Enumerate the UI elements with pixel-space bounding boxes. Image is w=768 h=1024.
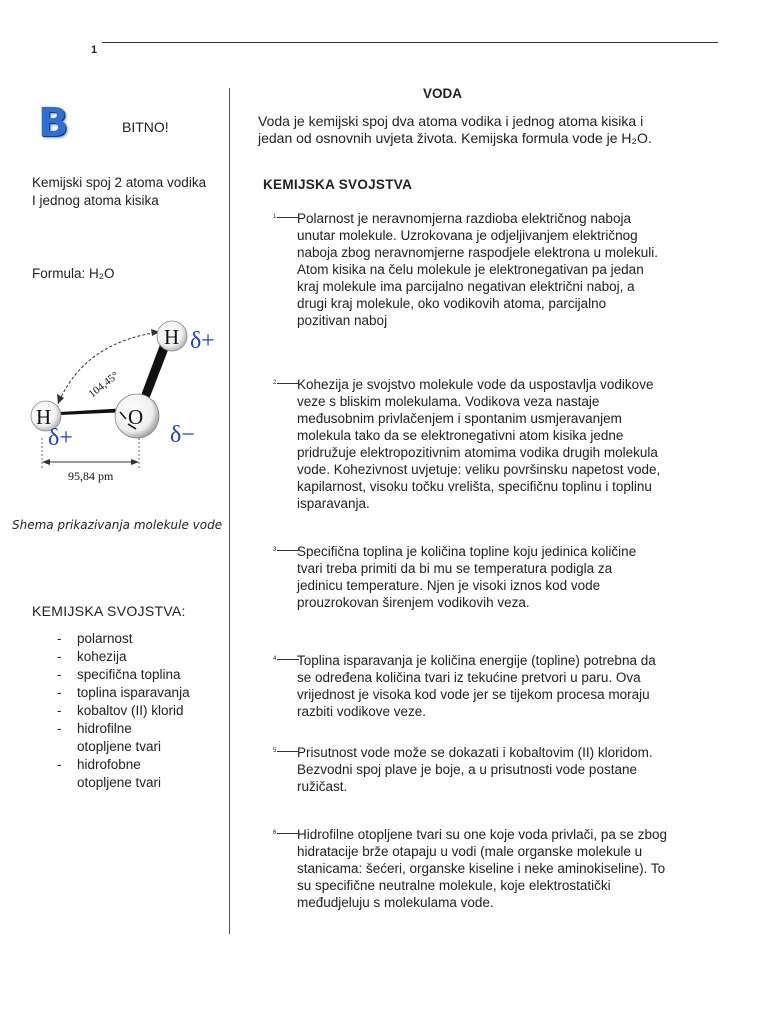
property-item-toplina-isparavanja xyxy=(273,652,693,720)
item-marker: 3 xyxy=(273,547,277,553)
item-text: Toplina isparavanja je količina energije (topline) potrebna da se određena količina tvari iz tekućine pretvori u paru. Ova vrijednost je visoka kod vode jer se tijekom procesa moraju razbiti vodikove veze. xyxy=(297,653,656,719)
diagram-caption: Shema prikazivanja molekule vode xyxy=(12,518,223,532)
property-item-kohezija xyxy=(273,376,693,512)
dimension-arrow-right xyxy=(131,459,139,465)
item-text: Specifična toplina je količina topline koju jedinica količine tvari treba primiti da bi mu se temperatura podigla za jedinicu temperature. Njen je visoki iznos kod vode prouzrokovan širenjem vodikovih veza. xyxy=(297,544,637,610)
atom-label-h-left: H xyxy=(36,405,52,429)
list-item: - specifična toplina xyxy=(57,666,247,684)
arc-arrow-left xyxy=(57,394,64,404)
item-marker: 4 xyxy=(273,656,277,662)
intro-paragraph: Voda je kemijski spoj dva atoma vodika i jednog atoma kisika i jedan od osnovnih uvjeta života. Kemijska formula vode je H₂O. xyxy=(258,113,652,146)
property-item-hidrofilne xyxy=(273,826,693,911)
item-text: Polarnost je neravnomjerna razdioba električnog naboja unutar molekule. Uzrokovana je odjeljivanjem električnog naboja zbog neravnomjerne raspodjele elektrona u molekuli. Atom kisika na čelu molekule je elektronegativan pa jedan kraj molekule ima parcijalno negativan električni naboj, a drugi kraj molekule, oko vodikovih atoma, parcijalno pozitivan naboj xyxy=(297,211,658,328)
item-leader-line xyxy=(277,383,299,384)
list-item: - hidrofilne otopljene tvari xyxy=(57,720,167,756)
list-item: - kohezija xyxy=(57,648,247,666)
item-leader-line xyxy=(277,659,299,660)
item-leader-line xyxy=(277,833,299,834)
properties-heading: KEMIJSKA SVOJSTVA: xyxy=(32,603,186,619)
list-item: - hidrofobne otopljene tvari xyxy=(57,756,197,792)
bitno-label: BITNO! xyxy=(122,119,169,135)
atom-label-o: O xyxy=(128,405,144,429)
badge-letter: B xyxy=(38,100,69,146)
item-marker: 2 xyxy=(273,380,277,386)
dimension-arrow-left xyxy=(42,459,50,465)
item-leader-line xyxy=(277,751,299,752)
charge-h-top: δ+ xyxy=(190,328,215,354)
item-text: Hidrofilne otopljene tvari su one koje voda privlači, pa se zbog hidratacije brže otapaju u vodi (male organske molekule u stanicama: šećeri, organske kiseline i neke aminokiseline). To su specifične neutralne molekule, koje elektrostatički međudjeluju s molekulama vode. xyxy=(297,827,667,910)
column-divider xyxy=(229,88,230,934)
list-item: - kobaltov (II) klorid xyxy=(57,702,247,720)
property-item-kobaltov-klorid xyxy=(273,744,693,795)
bond-length-label: 95,84 pm xyxy=(68,469,114,483)
item-marker: 6 xyxy=(273,830,277,836)
property-item-polarnost xyxy=(273,210,693,329)
angle-label: 104,45° xyxy=(86,369,122,401)
section-heading: KEMIJSKA SVOJSTVA xyxy=(263,177,413,192)
property-item-specificna-toplina xyxy=(273,543,693,611)
item-marker: 1 xyxy=(273,214,277,220)
summary-text: Kemijski spoj 2 atoma vodika I jednog atoma kisika xyxy=(32,175,207,208)
charge-o: δ− xyxy=(170,422,195,448)
top-rule xyxy=(102,42,718,43)
water-molecule-diagram xyxy=(24,312,224,492)
item-text: Prisutnost vode može se dokazati i kobaltovim (II) kloridom. Bezvodni spoj plave je boje, a u prisutnosti vode postane ružičast. xyxy=(297,745,653,794)
properties-list xyxy=(57,630,247,792)
bond-o-h-top xyxy=(140,342,170,402)
item-marker: 5 xyxy=(273,748,277,754)
list-item: - polarnost xyxy=(57,630,247,648)
item-text: Kohezija je svojstvo molekule vode da uspostavlja vodikove veze s bliskim molekulama. Vodikova veza nastaje međusobnim privlačenjem i spontanim usmjeravanjem molekula tako da se elektronegativni atom kisika jedne pridružuje elektropozitivnim atomima vodika drugih molekula vode. Kohezivnost uvjetuje: veliku površinsku napetost vode, kapilarnost, visoku točku vrelišta, specifičnu toplinu i toplinu isparavanja. xyxy=(297,377,661,511)
list-item: - toplina isparavanja xyxy=(57,684,247,702)
item-leader-line xyxy=(277,217,299,218)
item-leader-line xyxy=(277,550,299,551)
page-title: VODA xyxy=(423,86,463,101)
charge-h-left: δ+ xyxy=(48,425,73,451)
page-number: 1 xyxy=(91,44,98,56)
formula-text: Formula: H₂O xyxy=(32,266,115,281)
atom-label-h-top: H xyxy=(164,325,180,349)
